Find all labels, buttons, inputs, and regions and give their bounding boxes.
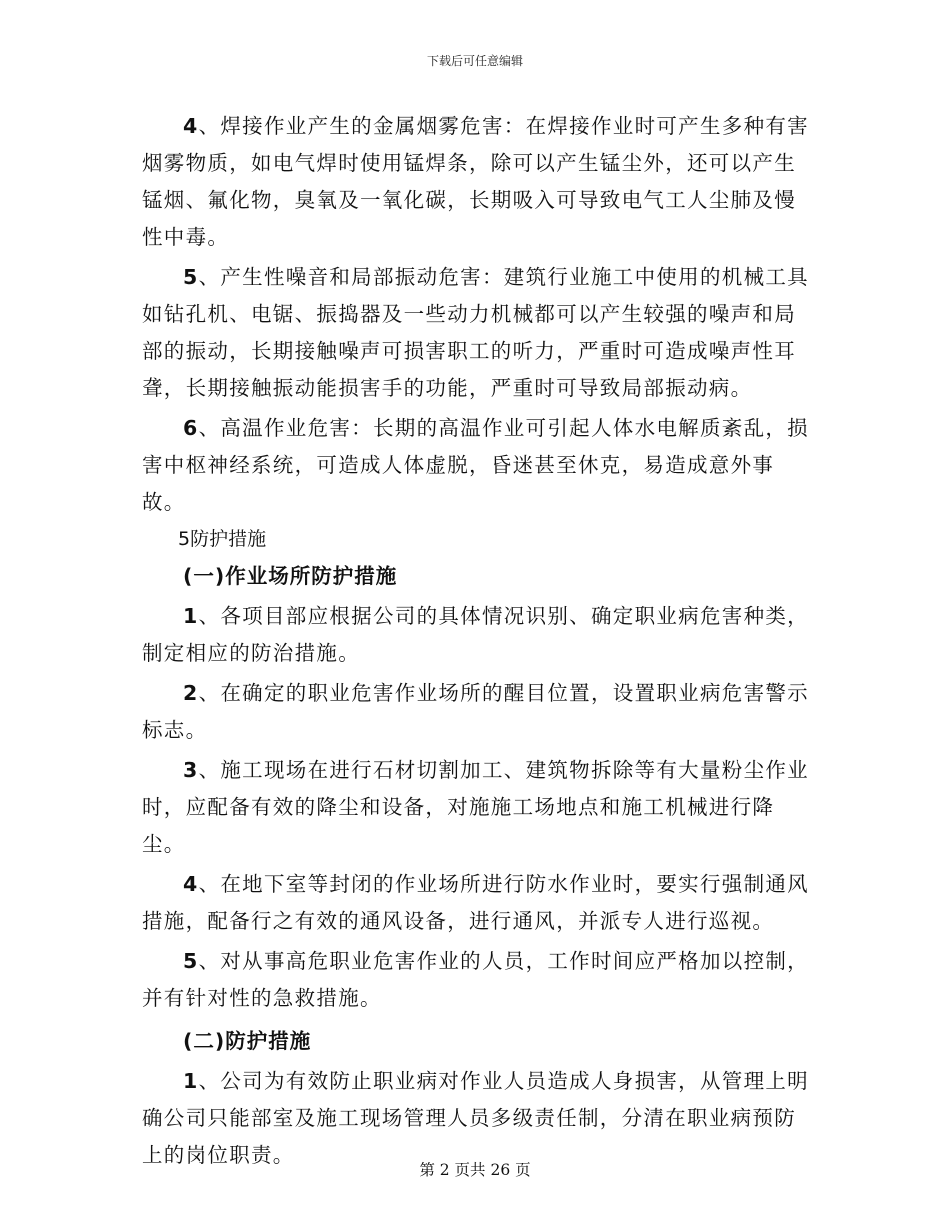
paragraph-text: 、各项目部应根据公司的具体情况识别、确定职业病危害种类，制定相应的防治措施。 <box>142 604 809 665</box>
item-number: 4 <box>183 114 199 138</box>
paragraph-warning-signs <box>142 675 810 749</box>
section-number: 5 <box>178 528 191 550</box>
paragraph-ventilation <box>142 866 810 940</box>
paragraph-text: 、对从事高危职业危害作业的人员，工作时间应严格加以控制，并有针对性的急救措施。 <box>142 949 809 1010</box>
paragraph-work-time-control <box>142 943 810 1017</box>
item-number: 4 <box>183 872 199 896</box>
paragraph-text: 、公司为有效防止职业病对作业人员造成人身损害，从管理上明确公司只能部室及施工现场管理人员多级责任制，分清在职业病预防上的岗位职责。 <box>142 1069 809 1167</box>
paragraph-welding-fumes <box>142 108 810 256</box>
paragraph-text: 、高温作业危害：长期的高温作业可引起人体水电解质紊乱，损害中枢神经系统，可造成人体虚脱，昏迷甚至休克，易造成意外事故。 <box>142 416 809 514</box>
item-number: 5 <box>183 265 199 289</box>
heading-protection-measures: (二)防护措施 <box>183 1029 312 1053</box>
paragraph-noise-vibration <box>142 259 810 407</box>
item-number: 3 <box>183 758 199 782</box>
paragraph-dust-control <box>142 752 810 863</box>
section-text: 防护措施 <box>190 528 267 550</box>
item-number: 2 <box>183 681 199 705</box>
item-number: 1 <box>183 604 199 628</box>
document-body <box>142 108 810 1174</box>
paragraph-high-temperature <box>142 410 810 521</box>
paragraph-text: 、在地下室等封闭的作业场所进行防水作业时，要实行强制通风措施，配备行之有效的通风设备，进行通风，并派专人进行巡视。 <box>142 872 809 933</box>
section-title-protection <box>142 521 810 558</box>
paragraph-identify-hazards <box>142 598 810 672</box>
page-header-note: 下载后可任意编辑 <box>426 54 523 68</box>
paragraph-text: 、焊接作业产生的金属烟雾危害：在焊接作业时可产生多种有害烟雾物质，如电气焊时使用锰焊条，除可以产生锰尘外，还可以产生锰烟、氟化物，臭氧及一氧化碳，长期吸入可导致电气工人尘肺及慢性中毒。 <box>142 114 809 249</box>
paragraph-text: 、在确定的职业危害作业场所的醒目位置，设置职业病危害警示标志。 <box>142 681 809 742</box>
paragraph-text: 、产生性噪音和局部振动危害：建筑行业施工中使用的机械工具如钻孔机、电锯、振捣器及一些动力机械都可以产生较强的噪声和局部的振动，长期接触噪声可损害职工的听力，严重时可造成噪声性耳聋，长期接触振动能损害手的功能，严重时可导致局部振动病。 <box>142 265 809 400</box>
item-number: 1 <box>183 1069 199 1093</box>
item-number: 6 <box>183 416 199 440</box>
paragraph-text: 、施工现场在进行石材切割加工、建筑物拆除等有大量粉尘作业时，应配备有效的降尘和设备，对施施工场地点和施工机械进行降尘。 <box>142 758 809 856</box>
page-number-footer: 第 2 页共 26 页 <box>419 1161 531 1179</box>
heading-workplace-measures: (一)作业场所防护措施 <box>183 564 398 588</box>
item-number: 5 <box>183 949 199 973</box>
